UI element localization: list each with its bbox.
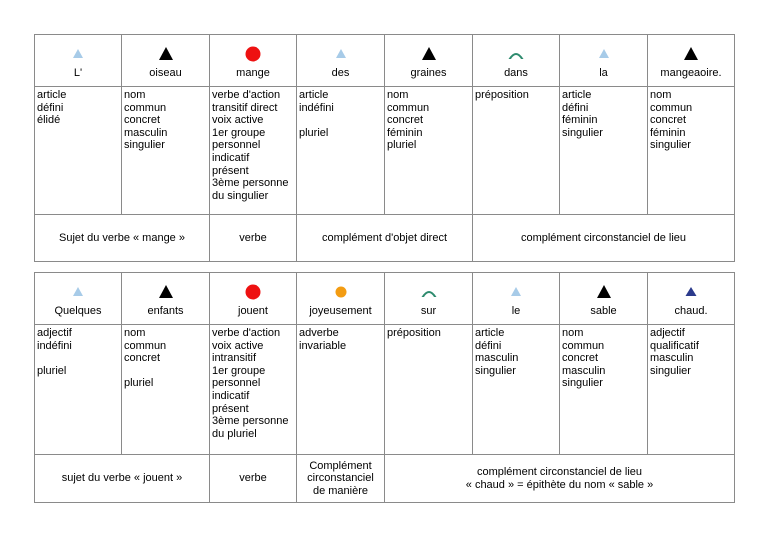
word: le (511, 305, 521, 317)
black-triangle-icon (385, 45, 472, 63)
word-cell (210, 35, 297, 87)
function-place-complement: complément circonstanciel de lieu (473, 215, 735, 262)
word-description: article indéfini pluriel (297, 87, 385, 215)
word: mange (236, 67, 270, 79)
word-description: adverbe invariable (297, 325, 385, 455)
word-description: nom commun concret masculin singulier (560, 325, 648, 455)
word-description: nom commun concret féminin singulier (648, 87, 735, 215)
word: L' (73, 67, 83, 79)
sentence-2-table (34, 272, 735, 503)
small-orange-circle-icon (297, 283, 384, 301)
word: des (331, 67, 350, 79)
word-cell (648, 35, 735, 87)
word: sable (590, 305, 617, 317)
word: la (599, 67, 608, 79)
small-light-blue-triangle-icon (35, 283, 121, 301)
small-light-blue-triangle-icon (297, 45, 384, 63)
word: chaud. (674, 305, 708, 317)
word-description: adjectif indéfini pluriel (35, 325, 122, 455)
word-cell (210, 273, 297, 325)
word-cell (35, 273, 122, 325)
word: dans (504, 67, 528, 79)
word-cell (35, 35, 122, 87)
sentence-1-table (34, 34, 735, 262)
navy-triangle-icon (648, 283, 734, 301)
word: sur (420, 305, 437, 317)
word: oiseau (149, 67, 182, 79)
word: joyeusement (309, 305, 372, 317)
word: graines (410, 67, 447, 79)
word-description: nom commun concret féminin pluriel (385, 87, 473, 215)
small-light-blue-triangle-icon (473, 283, 559, 301)
function-subject: Sujet du verbe « mange » (35, 215, 210, 262)
word-cell (473, 35, 560, 87)
word-description: verbe d'action transitif direct voix active 1er groupe personnel indicatif présent 3ème personne du singulier (210, 87, 297, 215)
word-cell (385, 35, 473, 87)
function-subject: sujet du verbe « jouent » (35, 455, 210, 503)
word-cell (122, 273, 210, 325)
word: jouent (238, 305, 268, 317)
green-arc-icon (473, 45, 559, 63)
word-cell (297, 35, 385, 87)
function-direct-object: complément d'objet direct (297, 215, 473, 262)
word-description: article défini féminin singulier (560, 87, 648, 215)
black-triangle-icon (122, 283, 209, 301)
word: mangeaoire. (660, 67, 722, 79)
word-description: préposition (385, 325, 473, 455)
word-cell (560, 273, 648, 325)
word: enfants (147, 305, 184, 317)
word-description: article défini élidé (35, 87, 122, 215)
word-cell (560, 35, 648, 87)
black-triangle-icon (560, 283, 647, 301)
black-triangle-icon (122, 45, 209, 63)
word-description: préposition (473, 87, 560, 215)
function-verb: verbe (210, 455, 297, 503)
function-manner-complement: Complément circonstanciel de manière (297, 455, 385, 503)
word-cell (473, 273, 560, 325)
word-description: nom commun concret masculin singulier (122, 87, 210, 215)
small-light-blue-triangle-icon (35, 45, 121, 63)
small-light-blue-triangle-icon (560, 45, 647, 63)
word-cell (648, 273, 735, 325)
word-description: article défini masculin singulier (473, 325, 560, 455)
red-circle-icon (210, 45, 296, 63)
word-cell (385, 273, 473, 325)
word-description: verbe d'action voix active intransitif 1er groupe personnel indicatif présent 3ème personne du pluriel (210, 325, 297, 455)
green-arc-icon (385, 283, 472, 301)
word: Quelques (54, 305, 102, 317)
red-circle-icon (210, 283, 296, 301)
function-place-complement: complément circonstanciel de lieu « chaud » = épithète du nom « sable » (385, 455, 735, 503)
black-triangle-icon (648, 45, 734, 63)
function-verb: verbe (210, 215, 297, 262)
word-description: nom commun concret pluriel (122, 325, 210, 455)
word-description: adjectif qualificatif masculin singulier (648, 325, 735, 455)
word-cell (122, 35, 210, 87)
word-cell (297, 273, 385, 325)
